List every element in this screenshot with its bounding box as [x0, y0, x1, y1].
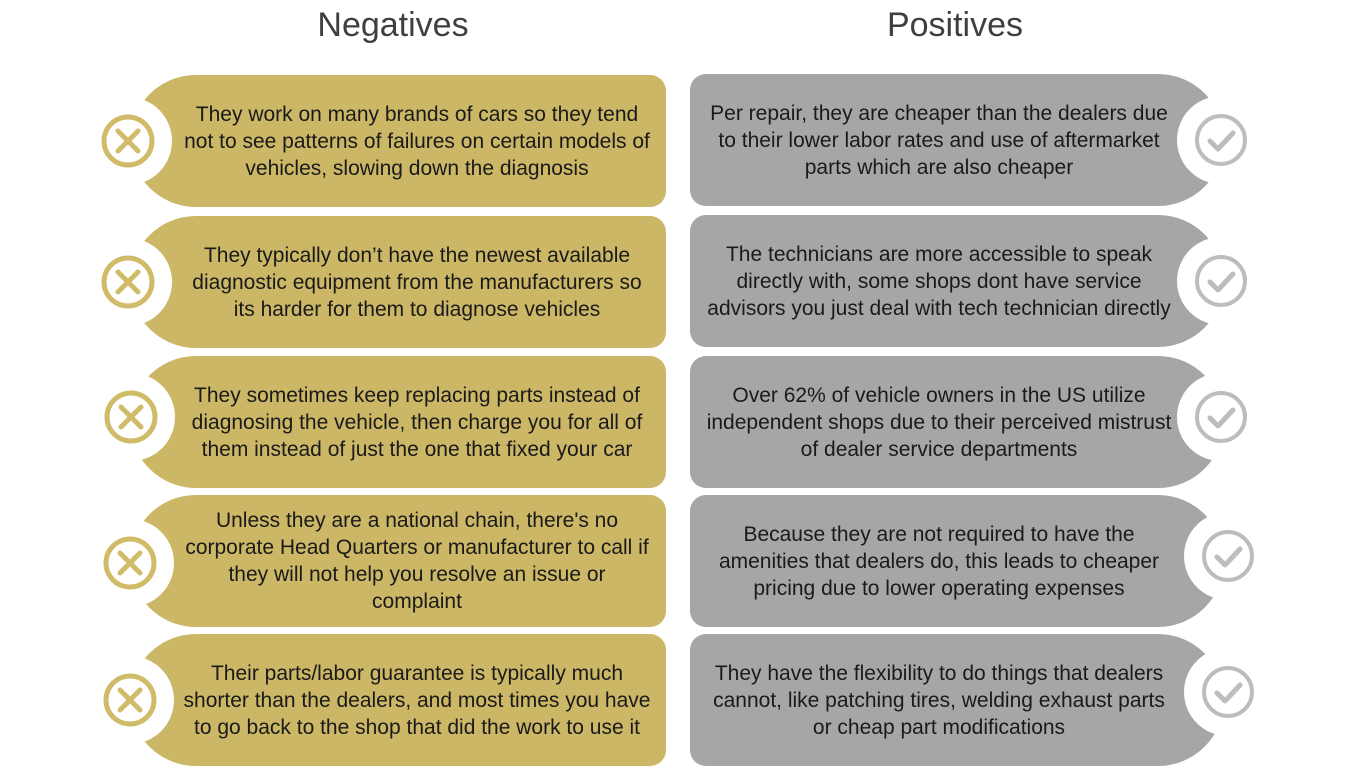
positive-item-1 — [690, 74, 1224, 206]
check-circle-icon — [1184, 512, 1272, 600]
negative-item-text: They work on many brands of cars so they tend not to see patterns of failures on certain models of vehicles, slowing down the diagnosis — [184, 102, 650, 180]
negative-item-2 — [130, 216, 666, 348]
check-circle-icon — [1184, 648, 1272, 736]
x-circle-icon — [87, 373, 175, 461]
x-circle-icon — [86, 519, 174, 607]
positive-item-2 — [690, 215, 1224, 347]
negative-item-text: Unless they are a national chain, there's no corporate Head Quarters or manufacturer to call if they will not help you resolve an issue or complaint — [185, 509, 649, 613]
positives-heading: Positives — [886, 6, 1024, 44]
negative-item-4 — [130, 495, 666, 627]
x-circle-icon — [84, 97, 172, 185]
positive-item-text: The technicians are more accessible to speak directly with, some shops dont have service advisors you just deal with tech technician directly — [707, 242, 1171, 320]
negative-item-text: They sometimes keep replacing parts instead of diagnosing the vehicle, then charge you for all of them instead of just the one that fixed your car — [191, 383, 643, 461]
positive-item-text: They have the flexibility to do things that dealers cannot, like patching tires, welding exhaust parts or cheap part modifications — [713, 661, 1165, 739]
check-circle-icon — [1177, 373, 1265, 461]
negative-item-3 — [130, 356, 666, 488]
check-circle-icon — [1177, 237, 1265, 325]
negatives-heading: Negatives — [317, 6, 469, 44]
negative-item-5 — [130, 634, 666, 766]
positive-item-4 — [690, 495, 1224, 627]
x-circle-icon — [86, 656, 174, 744]
positive-item-3 — [690, 356, 1224, 488]
negative-item-1 — [130, 75, 666, 207]
positive-item-text: Because they are not required to have the amenities that dealers do, this leads to cheaper pricing due to lower operating expenses — [718, 522, 1160, 600]
negative-item-text: Their parts/labor guarantee is typically much shorter than the dealers, and most times you have to go back to the shop that did the work to use it — [183, 661, 651, 739]
x-circle-icon — [84, 238, 172, 326]
positive-item-text: Per repair, they are cheaper than the dealers due to their lower labor rates and use of aftermarket parts which are also cheaper — [710, 101, 1168, 179]
check-circle-icon — [1177, 96, 1265, 184]
positive-item-text: Over 62% of vehicle owners in the US utilize independent shops due to their perceived mistrust of dealer service departments — [706, 383, 1172, 461]
positive-item-5 — [690, 634, 1224, 766]
negative-item-text: They typically don’t have the newest available diagnostic equipment from the manufacturers so its harder for them to diagnose vehicles — [192, 243, 642, 321]
